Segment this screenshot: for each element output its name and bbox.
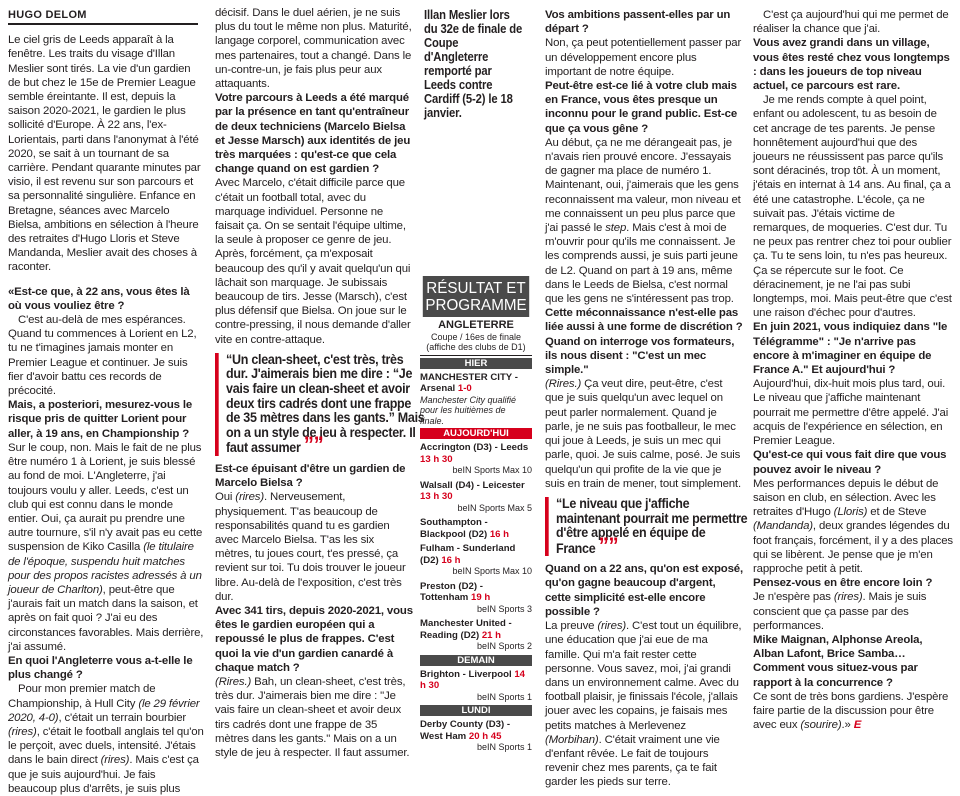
- column-3: [424, 8, 536, 120]
- scoreboard-day-header: LUNDI: [420, 705, 532, 716]
- match-teams: Preston (D2) - Tottenham: [420, 580, 483, 603]
- scoreboard-match: [420, 581, 532, 604]
- match-teams: Fulham - Sunderland (D2): [420, 543, 516, 566]
- answer-5-text-end: . Nerveusement, physiquement. T'as beaucoup de responsabilités quand tu es gardien avec Marcelo Bielsa. T'as les six mètres, tu joues court, t'es pressé, ça revient sur toi. Tu dois trouver le joueur libre. Au-delà de l'exposition, c'est très dur.: [215, 491, 406, 603]
- answer-6: [215, 675, 413, 760]
- answer-14-text-end: . Mais je suis conscient que ça passe par des performances.: [753, 591, 927, 632]
- match-teams: Southampton - Blackpool (D2): [420, 517, 488, 540]
- match-time: 14 h 30: [420, 668, 526, 691]
- answer-13-mandanda: (Mandanda): [753, 520, 813, 533]
- scoreboard-match: [420, 618, 532, 641]
- pull-quote-2-text: “Le niveau que j'affiche maintenant pourrait me permettre d'être appelé en équipe de France: [556, 495, 748, 556]
- match-time: 20 h 45: [466, 730, 502, 742]
- answer-8-text: Au début, ça ne me dérangeait pas, je n'avais rien prouvé encore. J'essayais de gagner ma place de numéro 1. Maintenant, oui, j'aimerais que les gens reconnaissent ma valeur, mon niveau et me connaissent un peu plus parce que j'ai passé le: [545, 136, 741, 235]
- answer-3-text: Pour mon premier match de Championship, à Hull City: [8, 683, 156, 710]
- answer-13: [753, 477, 953, 576]
- match-channel: beIN Sports 3: [476, 603, 532, 614]
- answer-8-step: step: [605, 222, 627, 235]
- answer-2-text-end: , peut-être que j'aurais fait un match dans la saison, et après on fait quoi ? J'ai eu des circonstances favorables. Mais derrière, j'ai assumé.: [8, 583, 204, 653]
- answer-8-text-end: . Mais c'est à moi de m'ouvrir pour qu'ils me connaissent. Je les comprends aussi, je suis parti jeune de L2. Quand on part à 19 ans, même dans le Leeds de Bielsa, c'est normal que les gens ne s'intéressent pas trop.: [545, 222, 738, 306]
- answer-10-rires: (rires): [597, 620, 627, 633]
- scoreboard: [420, 276, 532, 754]
- match-channel: beIN Sports Max 10: [452, 566, 532, 576]
- answer-10-text-end: . C'était vraiment une vie d'enfant rêvée. Le fait de toujours revenir chez mes parents, ça te fait garder les pieds sur terre.: [545, 733, 720, 789]
- scoreboard-title: RÉSULTAT ET PROGRAMME: [423, 276, 529, 317]
- question-7: Vos ambitions passent-elles par un départ ?: [545, 9, 731, 36]
- pull-quote-2: [545, 497, 747, 556]
- lequipe-logo-icon: E: [853, 719, 862, 732]
- scoreboard-match: [420, 719, 532, 742]
- answer-14-text: Je n'espère pas: [753, 591, 834, 604]
- match-channel: beIN Sports Max 5: [457, 502, 532, 513]
- answer-7: Non, ça peut potentiellement passer par un développement encore plus important de notre équipe.: [545, 37, 742, 78]
- match-channel: beIN Sports Max 10: [452, 465, 532, 475]
- match-note: Manchester City qualifié pour les huitièmes de finale.: [420, 394, 517, 426]
- answer-13-text-end: , deux grandes légendes du foot français, forcément, il y a des places qui se libèrent. Je pense que je m'en rapproche petit à petit.: [753, 520, 953, 575]
- match-time: 16 h: [487, 528, 510, 540]
- answer-9-rires: (Rires.): [545, 378, 582, 391]
- answer-5-rires: (rires): [235, 491, 264, 504]
- answer-3-end: décisif. Dans le duel aérien, je ne suis plus du tout le même non plus. Maturité, langage corporel, communication avec mes partenaires, tout a changé. Dans le un-contre-un, je fais plus peur aux attaquants.: [215, 7, 412, 91]
- scoreboard-match: [420, 480, 532, 503]
- question-15: Mike Maignan, Alphonse Areola, Alban Lafont, Brice Samba… Comment vous situez-vous par rapport à la concurrence ?: [753, 633, 923, 689]
- answer-8: [545, 136, 743, 306]
- match-teams: Manchester United - Reading (D2): [420, 618, 512, 641]
- match-time: 13 h 30: [420, 453, 453, 465]
- column-5: [753, 8, 953, 732]
- question-9: Cette méconnaissance n'est-elle pas liée aussi à une forme de discrétion ? Quand on interroge vos formateurs, ils nous disent : "C'est un mec simple.": [545, 307, 743, 377]
- answer-3-text-3: , c'était le football anglais tel qu'on le perçoit, avec duels, intensité. J'étais dans le bain direct: [8, 725, 204, 767]
- question-3: En quoi l'Angleterre vous a-t-elle le plus changé ?: [8, 654, 193, 682]
- answer-1: C'est au-delà de mes espérances. Quand tu commences à Lorient en L2, tu ne t'imagines jamais monter en Premier League et continuer. Je suis fier d'avoir battu ces records de précocité.: [8, 314, 197, 398]
- scoreboard-match: [420, 669, 532, 692]
- answer-2-aside: (le titulaire de l'époque, suspendu huit matches pour des propos racistes adressés à un joueur de Charlton): [8, 541, 202, 596]
- question-8: Peut-être est-ce lié à votre club mais en France, vous êtes presque un inconnu pour le grand public. Est-ce que ça vous gêne ?: [545, 80, 738, 135]
- answer-14-rires: (rires): [833, 591, 863, 604]
- scoreboard-day-header: DEMAIN: [420, 655, 532, 666]
- scoreboard-subtitle: Coupe / 16es de finale (affiche des clubs de D1): [420, 332, 532, 356]
- answer-9-text: Ça veut dire, peut-être, c'est que je suis quelqu'un avec lequel on peut parler normalement. Quand je parle, je ne suis pas footballeur, le mec qui joue à Leeds, je suis un mec qui parle, quoi. Je suis calme, posé. Je suis quelqu'un qui profite de la vie que je suis en train de mener, tout simplement.: [545, 378, 741, 490]
- answer-5: [215, 490, 413, 604]
- pull-quote-1: [215, 353, 427, 456]
- answer-5-text: Oui: [215, 491, 236, 504]
- answer-9: [545, 377, 743, 491]
- answer-13-text-2: et de Steve: [867, 506, 927, 519]
- match-time: 13 h 30: [420, 491, 453, 502]
- match-time: 21 h: [479, 629, 502, 641]
- question-12: En juin 2021, vous indiquiez dans "le Télégramme" : "Je n'arrive pas encore à m'imaginer en équipe de France A." Et aujourd'hui ?: [753, 321, 948, 377]
- answer-14: [753, 590, 953, 633]
- answer-15: [753, 690, 953, 733]
- question-5: Est-ce épuisant d'être un gardien de Marcelo Bielsa ?: [215, 463, 406, 490]
- answer-3-text-2: , c'était un terrain bourbier: [58, 711, 187, 724]
- quote-close-icon: ””: [303, 432, 324, 458]
- quote-close-icon: ””: [598, 532, 619, 558]
- scoreboard-days: [420, 358, 532, 754]
- question-13: Qu'est-ce qui vous fait dire que vous pouvez avoir le niveau ?: [753, 449, 947, 476]
- match-teams: Brighton - Liverpool: [420, 668, 512, 680]
- scoreboard-match: [420, 517, 532, 540]
- match-teams: Derby County (D3) - West Ham: [420, 719, 511, 742]
- byline: HUGO DELOM: [8, 8, 198, 25]
- match-teams: Accrington (D3) - Leeds: [420, 442, 529, 453]
- scoreboard-day-header: HIER: [420, 358, 532, 369]
- photo-caption: Illan Meslier lors du 32e de finale de Coupe d'Angleterre remporté par Leeds contre Cardiff (5-2) le 18 janvier.: [424, 8, 523, 120]
- answer-4: Avec Marcelo, c'était difficile parce que c'était un football total, avec du marquage individuel. Personne ne faisait ça. On se sentait l'équipe ultime, la seule à proposer ce genre de jeu. Après, forcément, ça m'exposait beaucoup des qu'il y avait quelqu'un qui lâchait son marquage. Je subissais beaucoup de tirs. Jesse (Marsch), c'est plus défensif que Bielsa. On joue sur le contre-pressing, il nous demande d'aller vite en contre-attaque.: [215, 177, 411, 346]
- scoreboard-match: [420, 372, 532, 395]
- answer-3-rires-2: (rires): [100, 754, 130, 767]
- answer-10-text-2: . C'est tout un équilibre, une éducation que j'ai eue de ma famille. Qui m'a fait rester cette personne. Vous savez, moi, j'ai grandi dans un environnement calme. Avec du football plaisir, je finissais l'école, j'allais jouer avec les copains, je faisais mes petits matches à Merlevenez: [545, 620, 742, 732]
- match-channel: beIN Sports 2: [476, 641, 532, 651]
- match-score: 1-0: [455, 383, 472, 394]
- scoreboard-day-header: AUJOURD'HUI: [420, 428, 532, 439]
- match-teams: Walsall (D4) - Leicester: [420, 479, 525, 491]
- match-teams: MANCHESTER CITY - Arsenal: [420, 371, 518, 394]
- pull-quote-1-text: “Un clean-sheet, c'est très, très dur. J'aimerais bien me dire : “Je vais faire un clean-sheet et avoir deux tirs cadrés dont une frappe de 35 mètres dans les gants.” Mais on a un style de jeu à respecter. Il faut assumer: [226, 351, 425, 456]
- answer-13-text: Mes performances depuis le début de saison en club, en sélection. Avec les retraites d'Hugo: [753, 477, 939, 519]
- question-14: Pensez-vous en être encore loin ?: [753, 577, 933, 590]
- answer-3-rires: (rires): [8, 725, 37, 738]
- answer-3-date: (le 29 février 2020, 4-0): [8, 697, 200, 724]
- answer-15-sourire: (sourire): [800, 719, 842, 732]
- scoreboard-match: [420, 442, 532, 465]
- answer-3: [8, 682, 204, 796]
- answer-2-text: Sur le coup, non. Mais le fait de ne plus être numéro 1 à Lorient, je suis blessé au fond de moi. L'Angleterre, j'ai toujours voulu y aller. Leeds, c'est un club qui est connu dans le monde entier. Oui, ça aurait pu prendre une autre tournure, s'il n'y avait pas eu cette suspension de Kiko Casilla: [8, 441, 203, 554]
- column-1: [8, 0, 204, 796]
- scoreboard-league: ANGLETERRE: [438, 319, 514, 331]
- question-4: Votre parcours à Leeds a été marqué par la présence en tant qu'entraîneur de deux techniciens (Marcelo Bielsa et Jesse Marsch) aux identités de jeu très marquées : qu'est-ce que cela change quand on est gardien ?: [215, 92, 411, 176]
- answer-6-text: Bah, un clean-sheet, c'est très, très dur. J'aimerais bien me dire : "Je vais faire un clean-sheet et avoir deux tirs cadrés dont une frappe de 35 mètres dans les gants." Mais on a un style de jeu à respecter. Il faut assumer.: [215, 676, 410, 760]
- intro-paragraph: Le ciel gris de Leeds apparaît à la fenêtre. Les traits du visage d'Illan Meslier sont tirés. La vie d'un gardien de but chez le 15e de Premier League semble éreintante. Il est, depuis la saison 2020-2021, le gardien le plus sollicité d'Europe. À 22 ans, l'ex-Lorientais, parti dans l'anonymat à l'été 2020, se sait à un tournant de sa carrière. Pendant quarante minutes par visio, il est revenu sur son parcours et sa personnalité singulière. Enfance en Bretagne, séances avec Marcelo Bielsa, ambitions en sélection à l'heure des retraites d'Hugo Lloris et Steve Mandanda, Meslier avait des choses à raconter.: [8, 34, 201, 274]
- match-channel: beIN Sports 1: [476, 691, 532, 702]
- question-10: Quand on a 22 ans, qu'on est exposé, qu'on gagne beaucoup d'argent, cette simplicité est-elle encore possible ?: [545, 563, 743, 618]
- answer-15-text-end: .»: [841, 719, 851, 732]
- question-1: «Est-ce que, à 22 ans, vous êtes là où vous vouliez être ?: [8, 285, 190, 312]
- column-4: [545, 8, 748, 790]
- question-11: Vous avez grandi dans un village, vous êtes resté chez vous longtemps : dans les joueurs de top niveau actuel, ce parcours est rare.: [753, 37, 950, 93]
- answer-11: Je me rends compte à quel point, enfant ou adolescent, tu as besoin de cet ancrage de tes parents. Je pense honnêtement aujourd'hui que des joueurs ne réussissent pas parce qu'ils sont déracinés, trop tôt. À un moment, j'étais en internat à 14 ans. Au final, ça a été une catastrophe. L'école, ça ne suivait pas. J'étais victime de remarques, de moqueries. C'est dur. Tu ne peux pas rentrer chez toi pour oublier ça. Tu te sens loin, tu n'es pas heureux. Ça se répercute sur le foot. Ce déracinement, je ne l'ai pas subi longtemps, moi. Mais peut-être que c'est une raison d'échec pour d'autres.: [753, 94, 952, 320]
- match-channel: beIN Sports 1: [476, 742, 532, 752]
- question-6: Avec 341 tirs, depuis 2020-2021, vous êtes le gardien européen qui a repoussé le plus de frappes. C'est quoi la vie d'un gardien canardé à chaque match ?: [215, 605, 413, 674]
- answer-15-text: Ce sont de très bons gardiens. J'espère faire partie de la discussion pour être avec eux: [753, 690, 949, 732]
- answer-12: Aujourd'hui, dix-huit mois plus tard, oui. Le niveau que j'affiche maintenant pourrait me permettre d'être appelé. J'ai acquis de l'expérience en sélection, en Premier League.: [753, 378, 949, 448]
- match-time: 19 h: [468, 592, 491, 603]
- answer-10-place: (Morbihan): [545, 733, 599, 746]
- column-2: [215, 6, 425, 760]
- answer-13-lloris: (Lloris): [833, 506, 868, 519]
- scoreboard-match: [420, 543, 532, 566]
- match-time: 16 h: [438, 554, 461, 566]
- answer-3-text-4: . Mais c'est ça que je suis aujourd'hui. Je fais beaucoup plus d'arrêts, je suis plus: [8, 754, 199, 795]
- answer-10: [545, 619, 743, 789]
- answer-6-rires: (Rires.): [215, 676, 252, 689]
- answer-2: [8, 441, 204, 654]
- question-2: Mais, a posteriori, mesurez-vous le risque pris de quitter Lorient pour aller, à 19 ans, en Championship ?: [8, 399, 193, 440]
- answer-10-text: La preuve: [545, 620, 598, 633]
- answer-10-end: C'est ça aujourd'hui qui me permet de réaliser la chance que j'ai.: [753, 9, 949, 36]
